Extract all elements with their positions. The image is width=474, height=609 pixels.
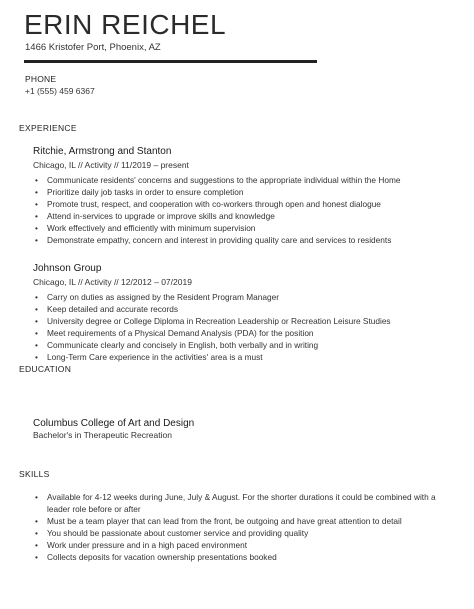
education-heading: EDUCATION [19,364,72,374]
phone-number: +1 (555) 459 6367 [25,86,95,96]
list-item: • Communicate residents' concerns and suggestions to the appropriate individual within the Home [47,174,467,186]
list-item: • Carry on duties as assigned by the Resident Program Manager [47,291,467,303]
list-item: • Meet requirements of a Physical Demand Analysis (PDA) for the position [47,327,467,339]
education-school: Columbus College of Art and Design [33,418,195,429]
list-item: • Prioritize daily job tasks in order to ensure completion [47,186,467,198]
list-item: • Must be a team player that can lead from the front, be outgoing and have great attention to detail [47,515,447,527]
job-company: Johnson Group [33,263,102,274]
experience-heading: EXPERIENCE [19,123,77,133]
list-item: • University degree or College Diploma in Recreation Leadership or Recreation Leisure Studies [47,315,467,327]
list-item: • Collects deposits for vacation ownership presentations booked [47,551,447,563]
header-divider [24,60,317,63]
resume-name: ERIN REICHEL [24,9,227,40]
list-item: • Work effectively and efficiently with minimum supervision [47,222,467,234]
education-degree: Bachelor's in Therapeutic Recreation [33,430,172,440]
job-bullets [33,291,467,363]
list-item: • Attend in-services to upgrade or improve skills and knowledge [47,210,467,222]
skills-heading: SKILLS [19,469,50,479]
list-item: • Keep detailed and accurate records [47,303,467,315]
phone-label: PHONE [25,74,57,84]
list-item: • Work under pressure and in a high paced environment [47,539,447,551]
list-item: • You should be passionate about customer service and providing quality [47,527,447,539]
list-item: • Promote trust, respect, and cooperation with co-workers through open and honest dialogue [47,198,467,210]
list-item: • Available for 4-12 weeks during June, July & August. For the shorter durations it could be combined with a leader role before or after [47,491,447,515]
job-company: Ritchie, Armstrong and Stanton [33,146,172,157]
job-meta: Chicago, IL // Activity // 11/2019 – present [33,160,189,170]
list-item: • Demonstrate empathy, concern and interest in providing quality care and services to residents [47,234,467,246]
address: 1466 Kristofer Port, Phoenix, AZ [25,42,161,53]
skills-list [33,491,447,563]
job-bullets [33,174,467,246]
list-item: • Communicate clearly and concisely in English, both verbally and in writing [47,339,467,351]
job-meta: Chicago, IL // Activity // 12/2012 – 07/2019 [33,277,192,287]
list-item: • Long-Term Care experience in the activities' area is a must [47,351,467,363]
